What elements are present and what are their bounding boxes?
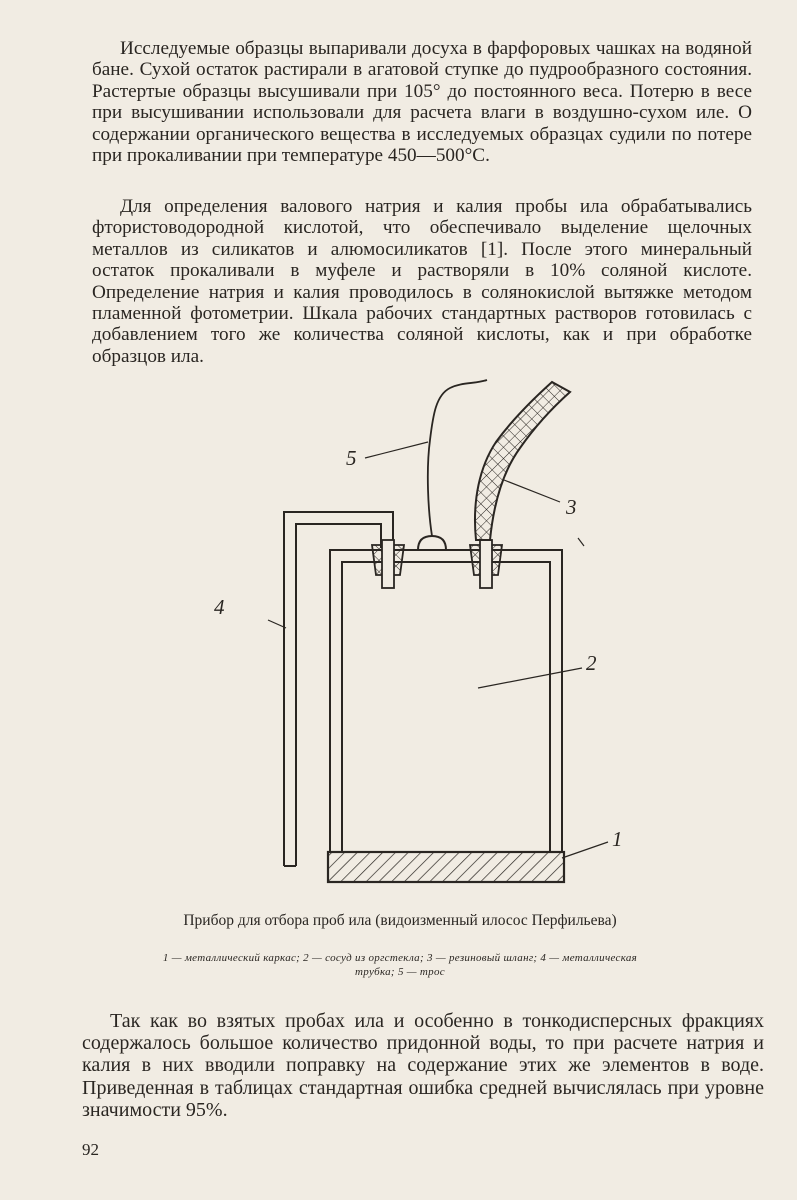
paragraph-2: Для определения валового натрия и калия пробы ила обрабатывались фтористоводородной кислотой, что обеспечивало выделение щелочных металлов из силикатов и алюмосиликатов [1]. После этого минеральный остаток прокаливали в муфеле и растворяли в 10% соляной кислоте. Определение натрия и калия проводилось в солянокислой вытяжке методом пламенной фотометрии. Шкала рабочих стандартных растворов готовилась с добавлением того же количества соляной кислоты, как и при обработке образцов ила. [92, 196, 752, 367]
label-1: 1 [612, 827, 623, 851]
stopper-right [470, 540, 502, 588]
paragraph-3: Так как во взятых пробах ила и особенно в тонкодисперсных фракциях содержалось большое количество придонной воды, то при расчете натрия и калия в них вводили поправку на содержание этих же элементов в воде. Приведенная в таблицах стандартная ошибка средней вычислялась при уровне значимости 95%. [82, 1010, 764, 1121]
figure-caption: Прибор для отбора проб ила (видоизменный илосос Перфильева) [183, 912, 617, 929]
apparatus-figure [0, 370, 797, 910]
figure-legend: 1 — металлический каркас; 2 — сосуд из оргстекла; 3 — резиновый шланг; 4 — металлическая трубка; 5 — трос [162, 952, 638, 978]
vessel [330, 550, 562, 852]
label-2: 2 [586, 651, 597, 675]
cable-clamp [418, 536, 446, 550]
label-5: 5 [346, 446, 357, 470]
label-4: 4 [214, 595, 225, 619]
paragraph-1: Исследуемые образцы выпаривали досуха в фарфоровых чашках на водяной бане. Сухой остаток растирали в агатовой ступке до пудрообразного состояния. Растертые образцы высушивали при 105° до постоянного веса. Потерю в весе при высушивании использовали для расчета влаги в воздушно-сухом иле. О содержании органического вещества в исследуемых образцах судили по потере при прокаливании при температуре 450—500°С. [92, 38, 752, 167]
page-number: 92 [82, 1140, 99, 1159]
stopper-left [372, 540, 404, 588]
frame-base [328, 852, 564, 882]
rubber-hose [475, 382, 570, 540]
label-3: 3 [566, 495, 577, 519]
